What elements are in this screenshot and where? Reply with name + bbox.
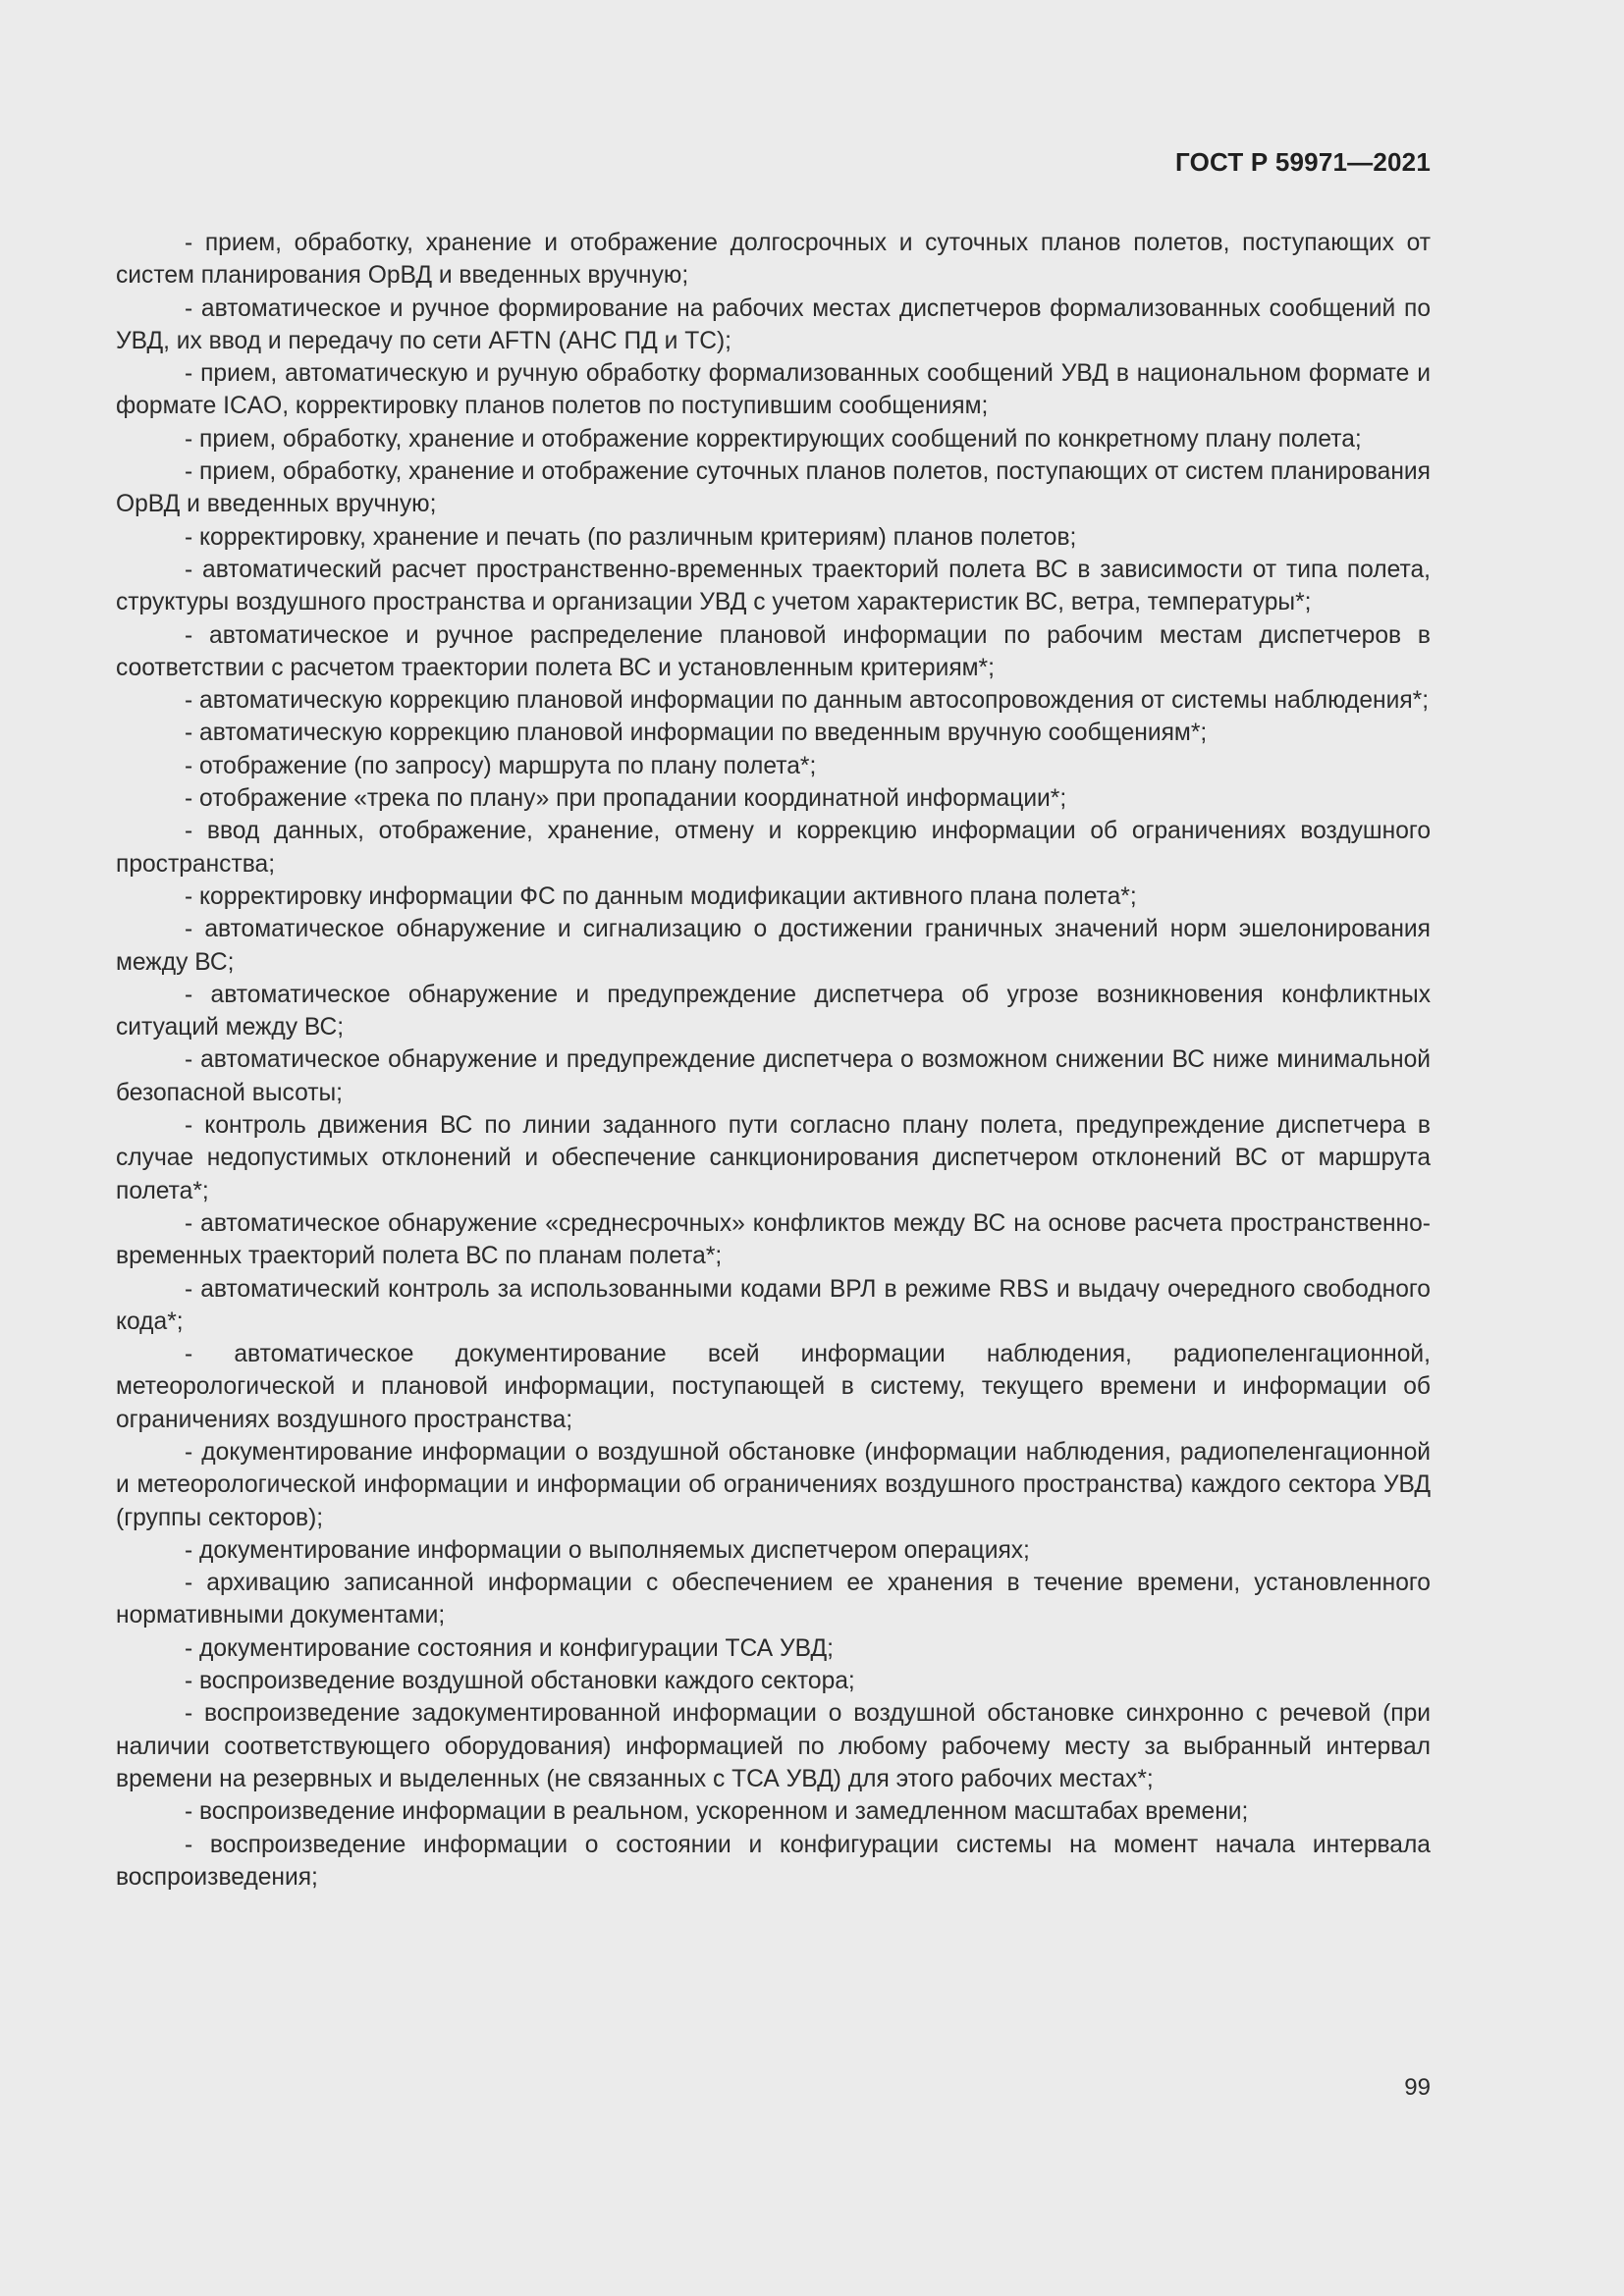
list-item: - автоматическое обнаружение и сигнализацию о достижении граничных значений норм эшелонирования между ВС; bbox=[116, 916, 1431, 976]
list-item: - автоматическое документирование всей информации наблюдения, радиопеленгационной, метеорологической и плановой информации, поступающей в систему, текущего времени и информации об ограничениях воздушного пространства; bbox=[116, 1341, 1431, 1433]
list-item: - автоматическое и ручное распределение плановой информации по рабочим местам диспетчеров в соответствии с расчетом траектории полета ВС и установленным критериям*; bbox=[116, 621, 1431, 681]
list-item: - документирование информации о выполняемых диспетчером операциях; bbox=[185, 1536, 1030, 1564]
list-item: - ввод данных, отображение, хранение, отмену и коррекцию информации об ограничениях воздушного пространства; bbox=[116, 818, 1431, 878]
list-item: - автоматический контроль за использованными кодами ВРЛ в режиме RBS и выдачу очередного свободного кода*; bbox=[116, 1275, 1431, 1335]
list-item: - прием, обработку, хранение и отображение долгосрочных и суточных планов полетов, поступающих от систем планирования ОрВД и введенных вручную; bbox=[116, 230, 1431, 290]
list-item: - воспроизведение задокументированной информации о воздушной обстановке синхронно с речевой (при наличии соответствующего оборудования) информацией по любому рабочему месту за выбранный интервал времени на резервных и выделенных (не связанных с ТСА УВД) для этого рабочих местах*; bbox=[116, 1700, 1431, 1792]
list-item: - автоматическое обнаружение и предупреждение диспетчера об угрозе возникновения конфликтных ситуаций между ВС; bbox=[116, 981, 1431, 1041]
list-item: - автоматическое и ручное формирование на рабочих местах диспетчеров формализованных сообщений по УВД, их ввод и передачу по сети AFTN (АНС ПД и ТС); bbox=[116, 294, 1431, 354]
list-item: - автоматическое обнаружение и предупреждение диспетчера о возможном снижении ВС ниже минимальной безопасной высоты; bbox=[116, 1046, 1431, 1106]
list-item: - отображение (по запросу) маршрута по плану полета*; bbox=[185, 752, 817, 779]
list-item: - архивацию записанной информации с обеспечением ее хранения в течение времени, установленного нормативными документами; bbox=[116, 1570, 1431, 1629]
list-item: - воспроизведение информации в реальном, ускоренном и замедленном масштабах времени; bbox=[185, 1798, 1249, 1826]
requirements-list bbox=[116, 227, 1431, 1894]
list-item: - прием, автоматическую и ручную обработку формализованных сообщений УВД в национальном формате и формате ICAO, корректировку планов полетов по поступившим сообщениям; bbox=[116, 360, 1431, 420]
list-item: - автоматический расчет пространственно-временных траекторий полета ВС в зависимости от типа полета, структуры воздушного пространства и организации УВД с учетом характеристик ВС, ветра, температуры*; bbox=[116, 556, 1431, 616]
list-item: - контроль движения ВС по линии заданного пути согласно плану полета, предупреждение диспетчера в случае недопустимых отклонений и обеспечение санкционирования диспетчером отклонений ВС от маршрута полета*; bbox=[116, 1112, 1431, 1204]
list-item: - корректировку, хранение и печать (по различным критериям) планов полетов; bbox=[185, 523, 1077, 551]
list-item: - прием, обработку, хранение и отображение корректирующих сообщений по конкретному плану полета; bbox=[185, 425, 1362, 453]
page-number: 99 bbox=[1404, 2074, 1431, 2101]
document-header: ГОСТ Р 59971—2021 bbox=[1175, 147, 1431, 177]
list-item: - воспроизведение воздушной обстановки каждого сектора; bbox=[185, 1668, 855, 1695]
list-item: - документирование информации о воздушной обстановке (информации наблюдения, радиопеленгационной и метеорологической информации и информации об ограничениях воздушного пространства) каждого сектора УВД (группы секторов); bbox=[116, 1438, 1431, 1531]
list-item: - автоматическую коррекцию плановой информации по данным автосопровождения от системы наблюдения*; bbox=[185, 687, 1430, 715]
list-item: - автоматическую коррекцию плановой информации по введенным вручную сообщениям*; bbox=[185, 720, 1208, 747]
list-item: - прием, обработку, хранение и отображение суточных планов полетов, поступающих от систем планирования ОрВД и введенных вручную; bbox=[116, 458, 1431, 518]
list-item: - документирование состояния и конфигурации ТСА УВД; bbox=[185, 1634, 834, 1662]
list-item: - корректировку информации ФС по данным модификации активного плана полета*; bbox=[185, 882, 1137, 910]
list-item: - автоматическое обнаружение «среднесрочных» конфликтов между ВС на основе расчета пространственно-временных траекторий полета ВС по планам полета*; bbox=[116, 1209, 1431, 1270]
list-item: - отображение «трека по плану» при пропадании координатной информации*; bbox=[185, 785, 1067, 813]
list-item: - воспроизведение информации о состоянии и конфигурации системы на момент начала интервала воспроизведения; bbox=[116, 1831, 1431, 1891]
